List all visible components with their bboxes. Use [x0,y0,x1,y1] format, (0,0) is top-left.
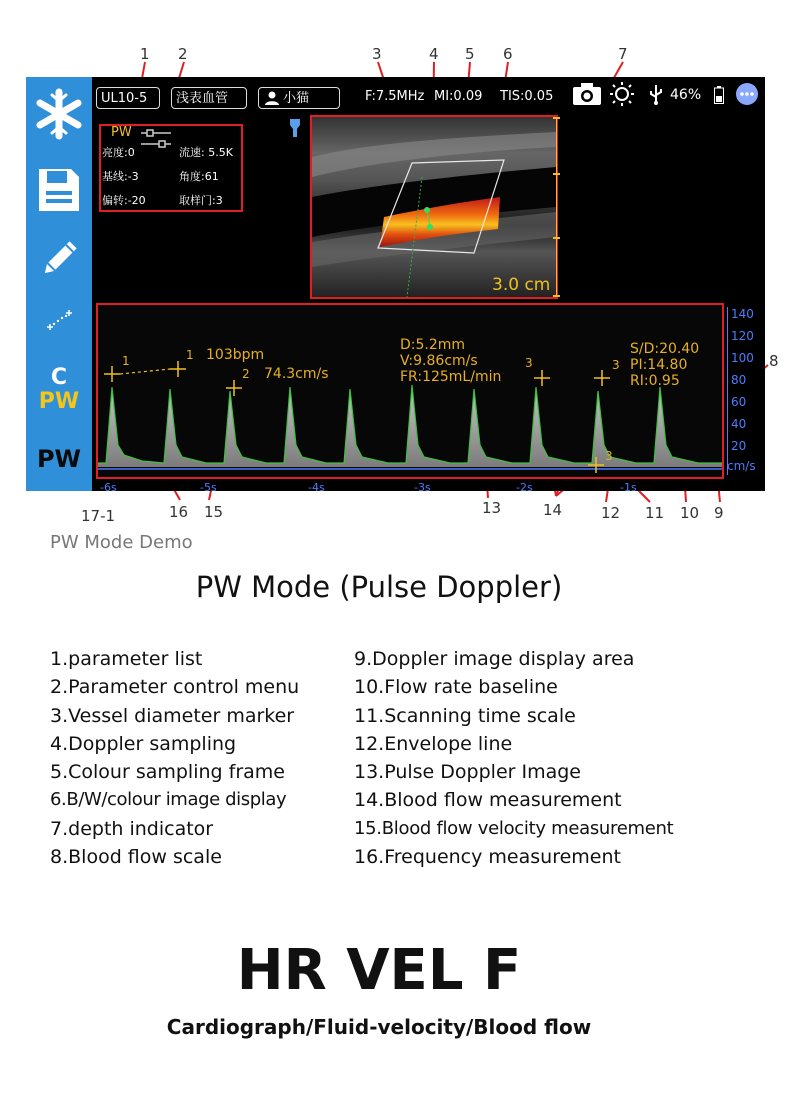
scale-label: 120 [731,329,754,343]
scale-label: 140 [731,307,754,321]
callout-7: 7 [618,45,628,63]
patient-chip[interactable] [258,87,340,109]
velocity-marker-2: 2 [242,367,250,381]
legend-right [354,645,673,871]
callout-1: 1 [140,45,150,63]
legend-item: 6.B/W/colour image display [50,789,287,811]
time-label: -2s [516,481,533,491]
mode-pw-button[interactable]: PW [38,389,80,414]
blood-flow-scale [726,303,765,479]
callout-15: 15 [204,503,224,521]
callout-17-1: 17-1 [81,507,116,525]
callout-8: 8 [769,352,779,370]
legend-item: 5.Colour sampling frame [50,761,285,784]
mode-c-button[interactable]: C [50,365,68,390]
battery-icon [714,86,724,104]
scale-label: 40 [731,417,747,431]
legend-left [50,645,299,871]
legend-item: 2.Parameter control menu [50,676,300,699]
probe-chip[interactable]: UL10-5 [96,87,160,109]
scale-label: 100 [731,351,754,365]
callout-4: 4 [429,45,439,63]
legend-item: 11.Scanning time scale [354,704,576,727]
ri-readout: RI:0.95 [630,373,680,389]
big-title: HR VEL F [236,938,522,1003]
legend-item: 16.Frequency measurement [354,846,621,869]
freeze-button[interactable] [26,87,92,139]
subtitle: Cardiograph/Fluid-velocity/Blood flow [166,1015,592,1039]
sd-ratio-readout: S/D:20.40 [630,341,700,357]
parameter-list [99,124,243,212]
frequency-readout: F:7.5MHz [365,89,425,104]
callout-16: 16 [169,503,189,521]
doppler-display-area [96,303,724,479]
param-mode: PW [111,125,132,140]
time-label: -5s [200,481,217,491]
legend-item: 10.Flow rate baseline [354,676,558,699]
scale-label: 80 [731,373,747,387]
save-icon [35,165,83,215]
camera-icon[interactable] [572,83,602,105]
legend-item: 15.Blood flow velocity measurement [354,817,674,839]
pencil-icon [37,237,81,281]
scale-unit: cm/s [727,459,756,473]
legend-item: 7.depth indicator [50,817,214,840]
callout-10: 10 [680,504,700,522]
legend-item: 9.Doppler image display area [354,648,635,670]
velocity-readout: 74.3cm/s [264,366,329,382]
param-deflection: 偏转:-20 [102,194,146,207]
legend-item: 8.Blood flow scale [50,846,222,869]
vessel-diameter-readout: D:5.2mm [400,337,466,353]
flow-rate-readout: FR:125mL/min [400,369,502,385]
param-sample-gate: 取样门:3 [179,194,223,207]
marker-3c: 3 [605,449,613,463]
battery-percent: 46% [670,87,702,103]
legend-item: 4.Doppler sampling [50,732,237,755]
callout-14: 14 [543,501,563,519]
depth-readout: 3.0 cm [492,275,551,295]
slider-control-icon[interactable] [139,128,173,150]
probe-icon [288,117,302,139]
snowflake-icon [32,87,86,141]
callout-9: 9 [714,504,724,522]
bmode-image [312,117,556,297]
figure-caption: PW Mode Demo [50,532,193,553]
legend-item: 3.Vessel diameter marker [50,704,295,727]
measure-button[interactable] [26,305,92,343]
scale-label: 20 [731,439,747,453]
scale-label: 60 [731,395,747,409]
callout-2: 2 [178,45,188,63]
legend-item: 1.parameter list [50,648,203,670]
param-angle: 角度:61 [179,170,219,183]
sidebar [26,77,92,491]
measure-icon [39,305,79,335]
hr-marker-1b: 1 [186,348,194,362]
patient-name: 小猫 [283,91,310,106]
time-label: -1s [620,481,637,491]
tis-readout: TIS:0.05 [500,89,554,104]
person-icon [264,90,280,106]
param-brightness: 亮度:0 [102,146,135,159]
time-label: -6s [100,481,117,491]
param-baseline: 基线:-3 [102,170,139,183]
marker-3a: 3 [525,356,533,370]
pulse-doppler-image [98,305,722,477]
heart-rate-readout: 103bpm [206,347,265,363]
callout-5: 5 [465,45,475,63]
callout-3: 3 [372,45,382,63]
time-label: -3s [414,481,431,491]
mode-pw-active[interactable]: PW [36,445,82,473]
preset-chip[interactable]: 浅表血管 [171,87,247,109]
legend-item: 14.Blood flow measurement [354,789,622,812]
brightness-icon[interactable] [609,81,635,107]
bmode-image-display [310,115,558,299]
marker-3b: 3 [612,358,620,372]
more-menu-icon[interactable] [735,82,759,106]
usb-icon [648,83,664,105]
legend-item: 13.Pulse Doppler Image [354,761,581,784]
callout-11: 11 [645,504,665,522]
callout-6: 6 [503,45,513,63]
callout-12: 12 [601,504,621,522]
depth-indicator [553,117,561,297]
param-flow-speed: 流速: 5.5K [179,146,233,159]
save-button[interactable] [26,165,92,217]
time-label: -4s [308,481,325,491]
page-title: PW Mode (Pulse Doppler) [195,570,563,604]
legend-item: 12.Envelope line [354,732,513,755]
annotate-button[interactable] [26,237,92,283]
mean-velocity-readout: V:9.86cm/s [400,353,478,369]
ultrasound-screen [26,77,765,491]
callout-13: 13 [482,499,502,517]
mi-readout: MI:0.09 [434,89,483,104]
pi-readout: PI:14.80 [630,357,688,373]
hr-marker-1a: 1 [122,354,130,368]
